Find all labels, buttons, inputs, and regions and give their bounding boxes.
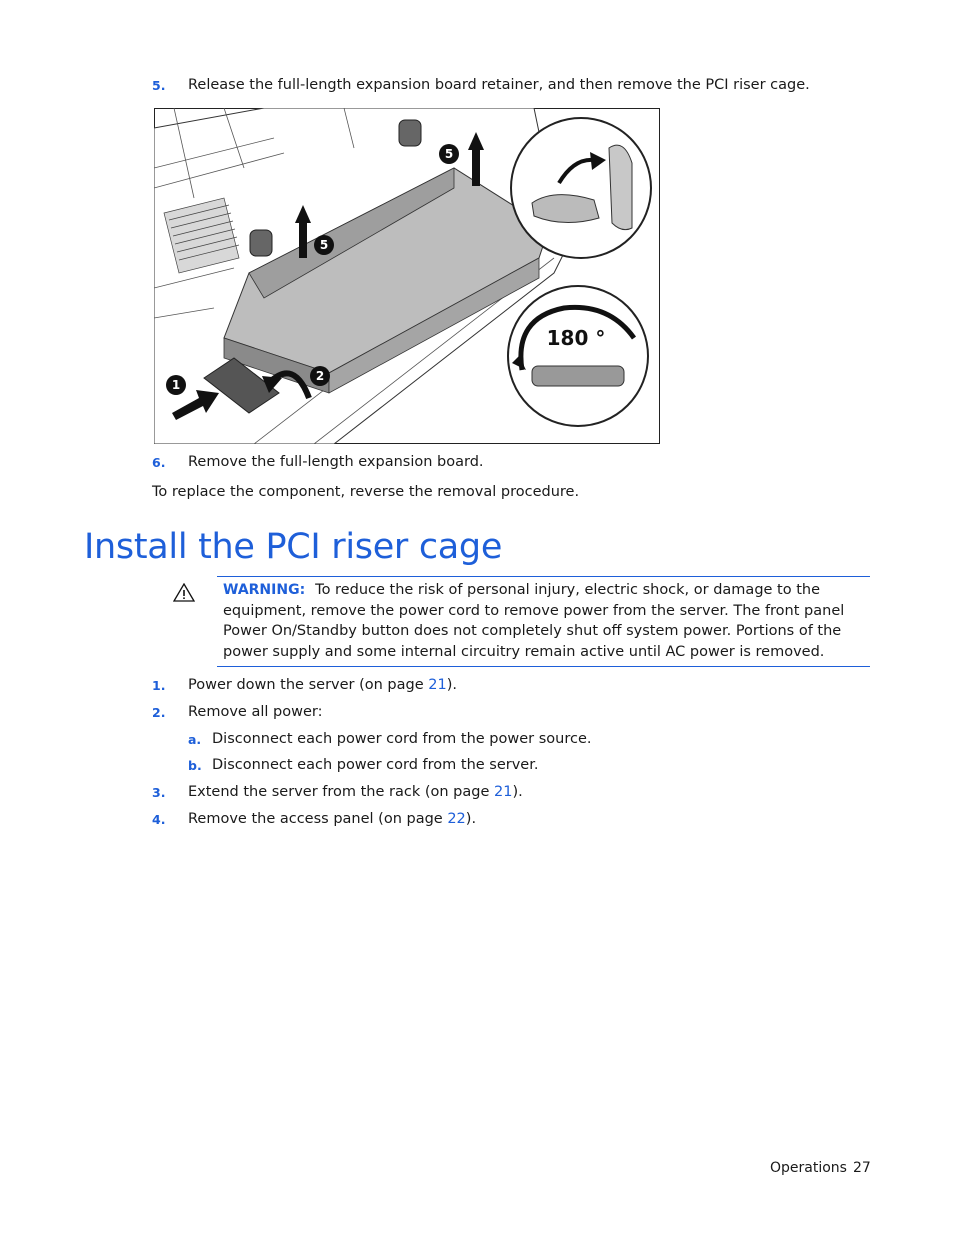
callout-5b: 5 <box>319 238 329 252</box>
riser-cage-removal-figure <box>154 108 660 444</box>
substep-letter: a. <box>188 732 202 747</box>
footer-section: Operations <box>770 1160 847 1176</box>
step-number: 4. <box>152 812 166 827</box>
section-title: Install the PCI riser cage <box>84 527 503 567</box>
warning-label: WARNING: <box>223 582 306 598</box>
step-text: Release the full-length expansion board retainer, and then remove the PCI riser cage. <box>188 77 810 93</box>
callout-2: 2 <box>315 369 325 383</box>
step-number: 1. <box>152 678 166 693</box>
step-number: 6. <box>152 455 166 470</box>
step-text: Power down the server (on page 21). <box>188 677 457 693</box>
step-number: 5. <box>152 78 166 93</box>
footer-page-number: 27 <box>853 1160 871 1176</box>
step-number: 2. <box>152 705 166 720</box>
callout-1: 1 <box>171 378 181 392</box>
step-text: Remove the access panel (on page 22). <box>188 811 477 827</box>
step-text: Remove the full-length expansion board. <box>188 454 484 470</box>
substep-text: Disconnect each power cord from the power source. <box>212 731 592 747</box>
substep-letter: b. <box>188 758 202 773</box>
substep-text: Disconnect each power cord from the server. <box>212 757 539 773</box>
step-number: 3. <box>152 785 166 800</box>
callout-5a: 5 <box>444 147 454 161</box>
page-link[interactable]: 21 <box>494 784 513 800</box>
step-text: Remove all power: <box>188 704 323 720</box>
warning-body: To reduce the risk of personal injury, electric shock, or damage to the equipment, remove the power cord to remove power from the server. The front panel Power On/Standby button does not completely shut off system power. Portions of the power supply and some internal circuitry remain active until AC power is removed. <box>223 582 845 660</box>
warning-text <box>223 580 869 662</box>
step-text: Extend the server from the rack (on page 21). <box>188 784 523 800</box>
replace-note: To replace the component, reverse the removal procedure. <box>152 484 580 500</box>
page-link[interactable]: 21 <box>428 677 447 693</box>
page-link[interactable]: 22 <box>447 811 466 827</box>
rotation-label: 180 ° <box>546 326 606 350</box>
warning-icon <box>173 583 195 603</box>
